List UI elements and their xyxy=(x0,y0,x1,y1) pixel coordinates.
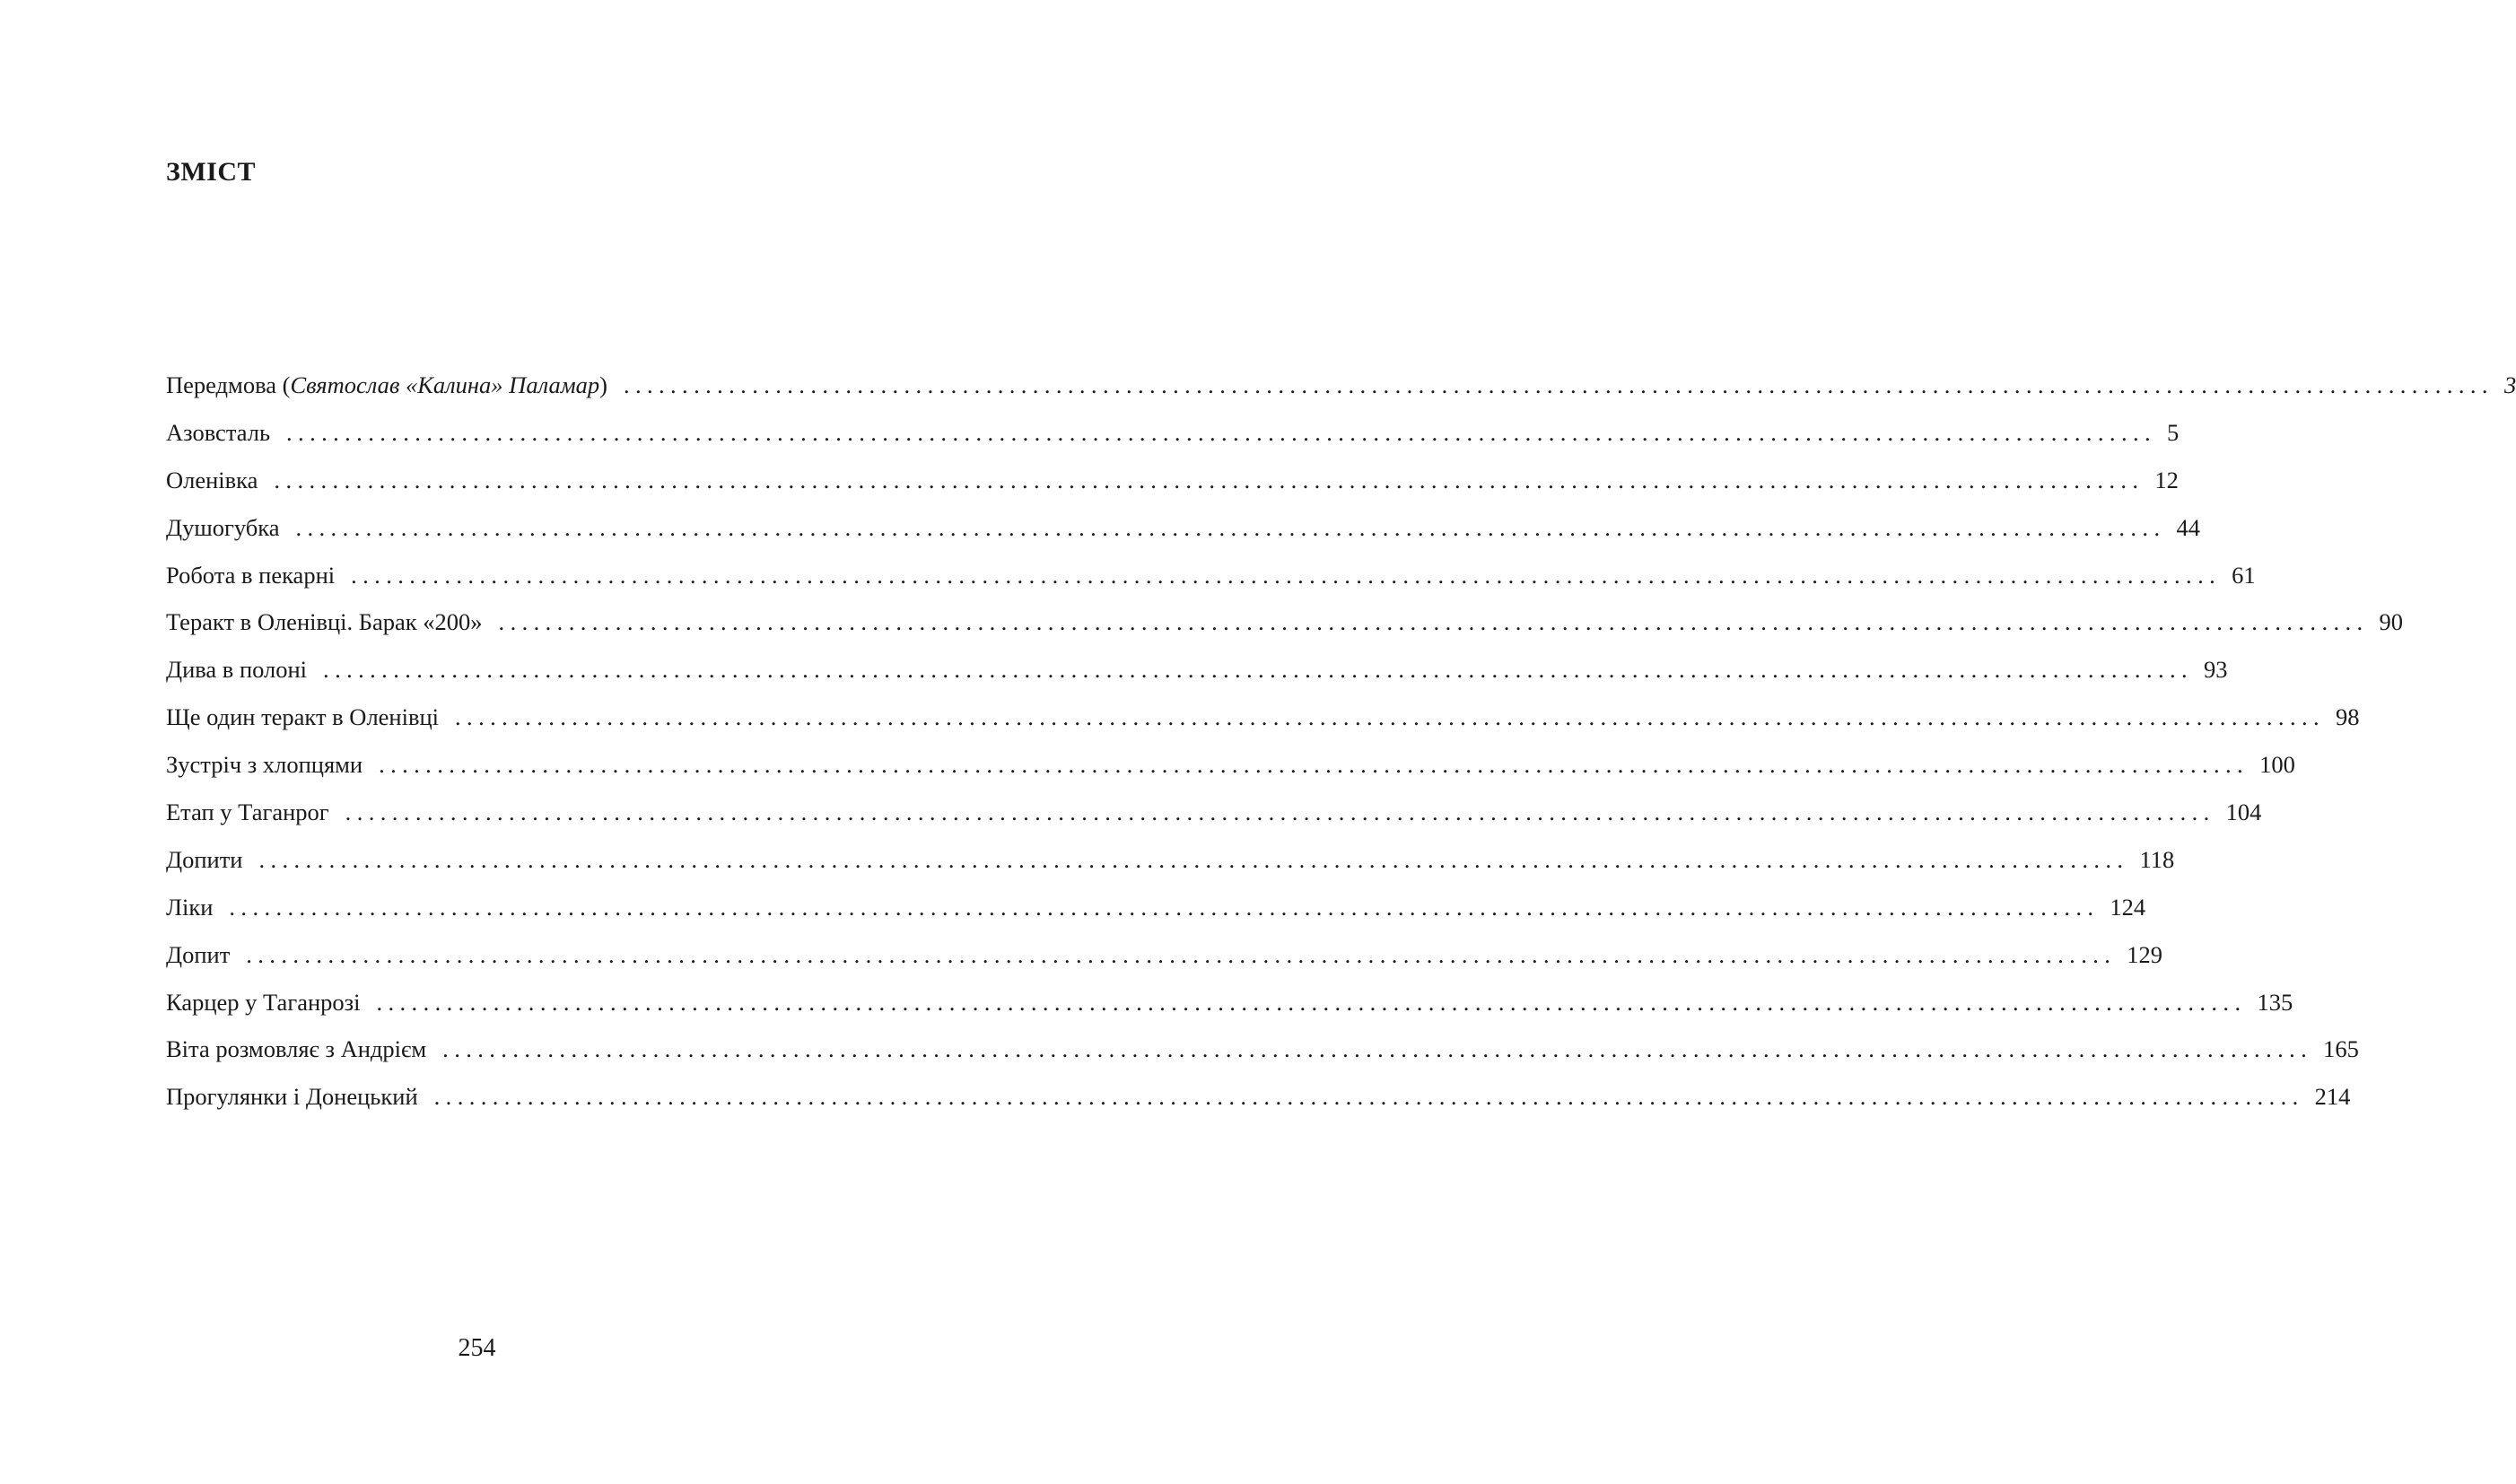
dot-leader: ................................................................................................................................................................ xyxy=(229,893,2100,921)
page-number: 254 xyxy=(458,1334,496,1362)
toc-entry-page: 124 xyxy=(2110,893,2146,921)
toc-entry-page: 61 xyxy=(2232,561,2256,589)
toc-entry-title: Оленівка xyxy=(166,466,258,493)
toc-entry-page: 129 xyxy=(2127,940,2163,968)
toc-entry xyxy=(166,560,2256,607)
toc-entry-title: Прогулянки і Донецький xyxy=(166,1083,418,1111)
toc-entry-title: Ліки xyxy=(166,893,214,921)
toc-entry-title: Зустріч з хлопцями xyxy=(166,751,363,779)
page-title: ЗМІСТ xyxy=(166,157,256,187)
dot-leader: ................................................................................................................................................................ xyxy=(345,799,2215,826)
toc-entry xyxy=(166,1081,2351,1129)
toc-entry-title: Карцер у Таганрозі xyxy=(166,988,361,1016)
dot-leader: ................................................................................................................................................................ xyxy=(295,513,2166,541)
dot-leader: ................................................................................................................................................................ xyxy=(623,371,2494,398)
toc-entry-title-prefix: Передмова ( xyxy=(166,371,291,398)
toc-entry xyxy=(166,987,2293,1034)
toc-entry xyxy=(166,939,2163,987)
toc-entry-title xyxy=(166,370,607,400)
dot-leader: ................................................................................................................................................................ xyxy=(498,608,2369,636)
toc-entry-page: 118 xyxy=(2139,845,2175,873)
dot-leader: ................................................................................................................................................................ xyxy=(286,418,2157,446)
toc-entry-page: 104 xyxy=(2225,799,2262,826)
toc-entry-title: Робота в пекарні xyxy=(166,561,336,589)
toc-entry-page: 165 xyxy=(2323,1035,2359,1063)
toc-entry-title: Етап у Таганрог xyxy=(166,799,329,826)
toc-entry-page: 214 xyxy=(2314,1083,2351,1111)
toc-entry xyxy=(166,749,2295,797)
table-of-contents xyxy=(166,370,2516,1129)
dot-leader: ................................................................................................................................................................ xyxy=(274,466,2145,493)
toc-entry xyxy=(166,797,2262,844)
toc-entry-page: 3 xyxy=(2503,371,2516,398)
dot-leader: ................................................................................................................................................................ xyxy=(376,988,2247,1016)
toc-entry-title-suffix: ) xyxy=(599,371,607,398)
toc-entry-title: Дива в полоні xyxy=(166,656,308,684)
toc-entry xyxy=(166,417,2180,465)
toc-entry xyxy=(166,702,2360,749)
toc-entry-title: Допит xyxy=(166,940,231,968)
toc-entry xyxy=(166,465,2179,512)
toc-entry-page: 90 xyxy=(2379,608,2404,636)
dot-leader: ................................................................................................................................................................ xyxy=(379,751,2250,779)
toc-entry-page: 93 xyxy=(2204,656,2228,684)
toc-entry xyxy=(166,370,2516,417)
toc-entry-title-author: Святослав «Калина» Паламар xyxy=(290,371,600,398)
toc-entry xyxy=(166,1034,2359,1081)
toc-entry-title: Азовсталь xyxy=(166,418,271,446)
dot-leader: ................................................................................................................................................................ xyxy=(442,1035,2313,1063)
dot-leader: ................................................................................................................................................................ xyxy=(351,561,2222,589)
toc-entry-title: Ще один теракт в Оленівці xyxy=(166,703,440,731)
dot-leader: ................................................................................................................................................................ xyxy=(323,656,2194,684)
toc-entry-title: Душогубка xyxy=(166,513,280,541)
dot-leader: ................................................................................................................................................................ xyxy=(258,845,2129,873)
toc-entry-page: 44 xyxy=(2176,513,2200,541)
toc-entry-title: Теракт в Оленівці. Барак «200» xyxy=(166,608,483,636)
toc-entry xyxy=(166,512,2200,560)
toc-entry xyxy=(166,607,2404,654)
toc-entry-title: Віта розмовляє з Андрієм xyxy=(166,1035,427,1063)
toc-entry xyxy=(166,654,2228,702)
toc-entry-page: 98 xyxy=(2336,703,2360,731)
toc-entry xyxy=(166,892,2146,939)
dot-leader: ................................................................................................................................................................ xyxy=(433,1083,2304,1111)
dot-leader: ................................................................................................................................................................ xyxy=(246,940,2117,968)
toc-entry-page: 100 xyxy=(2259,751,2295,779)
toc-entry-page: 135 xyxy=(2257,988,2293,1016)
toc-entry-page: 5 xyxy=(2167,418,2180,446)
toc-entry-page: 12 xyxy=(2154,466,2179,493)
toc-entry-title: Допити xyxy=(166,845,243,873)
toc-entry xyxy=(166,844,2175,892)
dot-leader: ................................................................................................................................................................ xyxy=(455,703,2326,731)
